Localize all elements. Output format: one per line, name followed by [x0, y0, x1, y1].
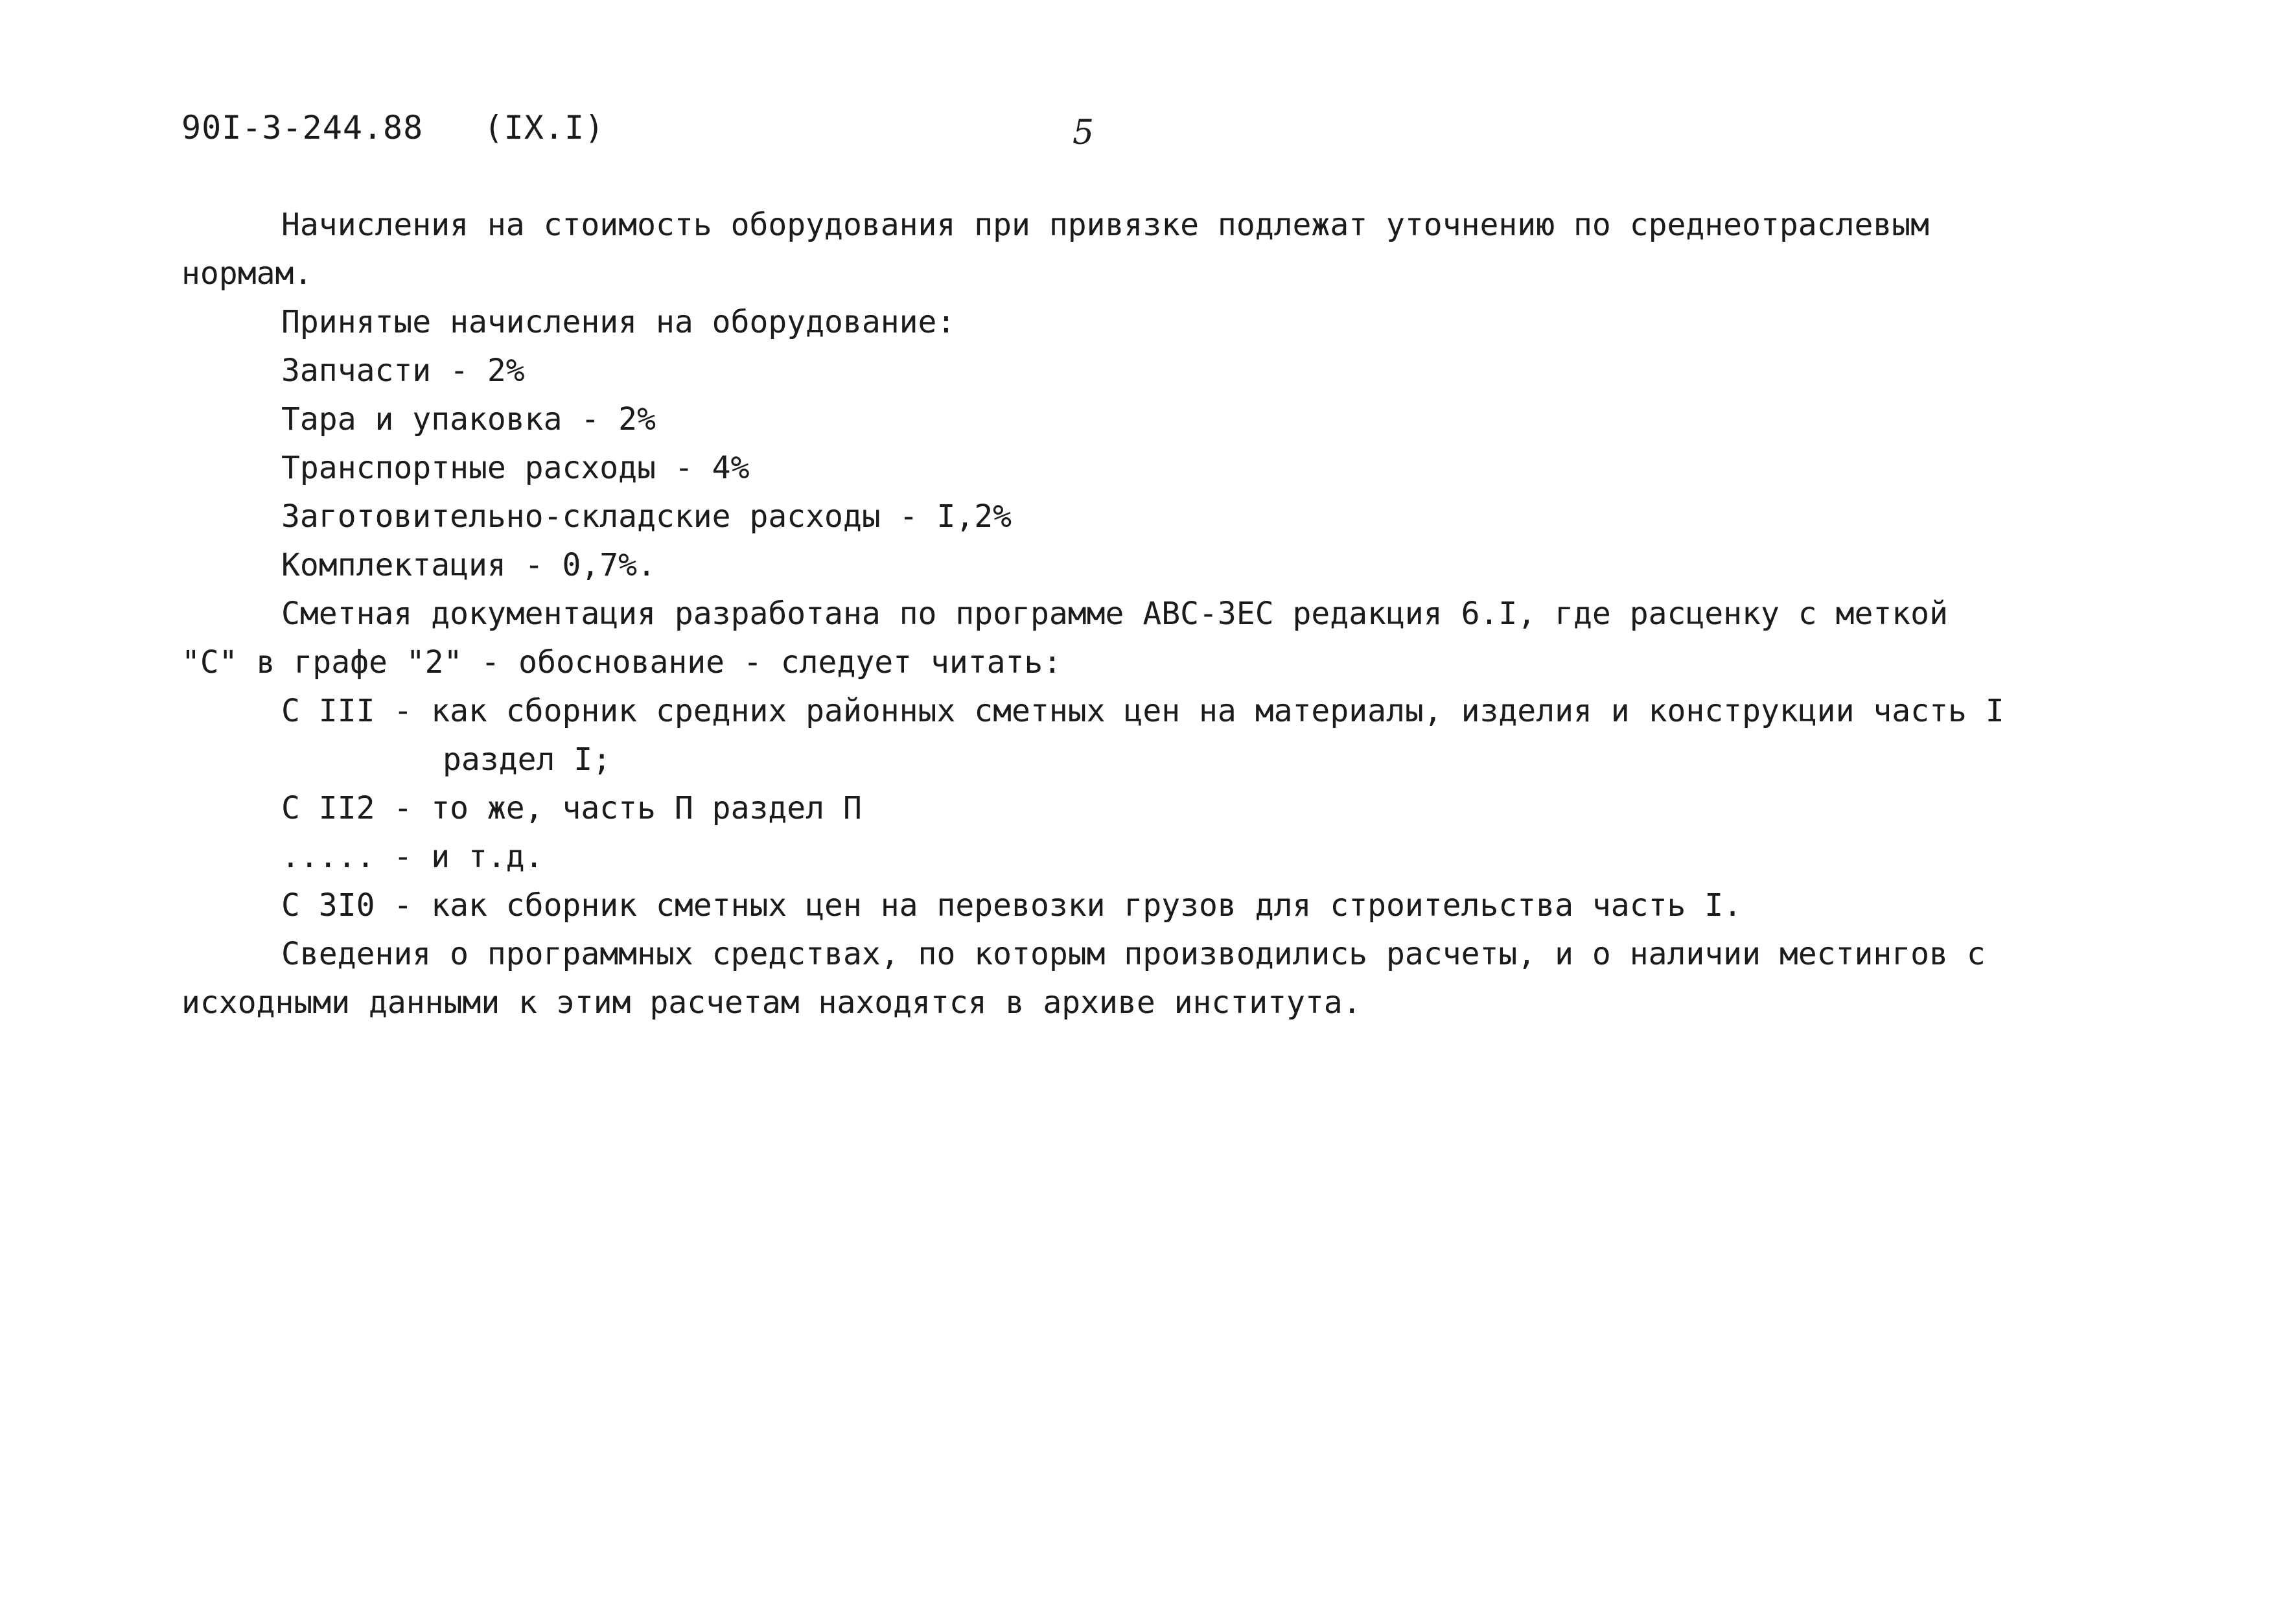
- code-etc: ..... - и т.д.: [281, 839, 544, 875]
- code-c111-line-2: раздел I;: [443, 741, 612, 778]
- code-c310: С 3I0 - как сборник сметных цен на перевозки грузов для строительства часть I.: [281, 887, 1743, 924]
- paragraph-1-line-1: Начисления на стоимость оборудования при привязке подлежат уточнению по среднеотраслевым: [281, 207, 1930, 243]
- accrual-warehouse: Заготовительно-складские расходы - I,2%: [281, 498, 1012, 535]
- accrual-packaging: Тара и упаковка - 2%: [281, 401, 656, 437]
- paragraph-3-line-2: исходными данными к этим расчетам находятся в архиве института.: [181, 985, 1362, 1021]
- document-code: 90I-3-244.88 (IX.I): [181, 109, 605, 146]
- paragraph-3-line-1: Сведения о программных средствах, по которым производились расчеты, и о наличии местингов с: [281, 936, 1986, 972]
- paragraph-1-line-2: нормам.: [181, 255, 313, 292]
- accrual-completion: Комплектация - 0,7%.: [281, 547, 656, 583]
- accruals-title: Принятые начисления на оборудование:: [281, 304, 956, 340]
- paragraph-2-line-2: "С" в графе "2" - обоснование - следует читать:: [181, 644, 1062, 681]
- page-number: 5: [1073, 113, 1095, 152]
- code-c112: С II2 - то же, часть П раздел П: [281, 790, 862, 826]
- code-c111-line-1: С III - как сборник средних районных сметных цен на материалы, изделия и конструкции часть I: [281, 693, 2004, 729]
- accrual-spare-parts: Запчасти - 2%: [281, 353, 525, 389]
- paragraph-2-line-1: Сметная документация разработана по программе АВС-ЗЕС редакция 6.I, где расценку с меткой: [281, 596, 1948, 632]
- accrual-transport: Транспортные расходы - 4%: [281, 450, 750, 486]
